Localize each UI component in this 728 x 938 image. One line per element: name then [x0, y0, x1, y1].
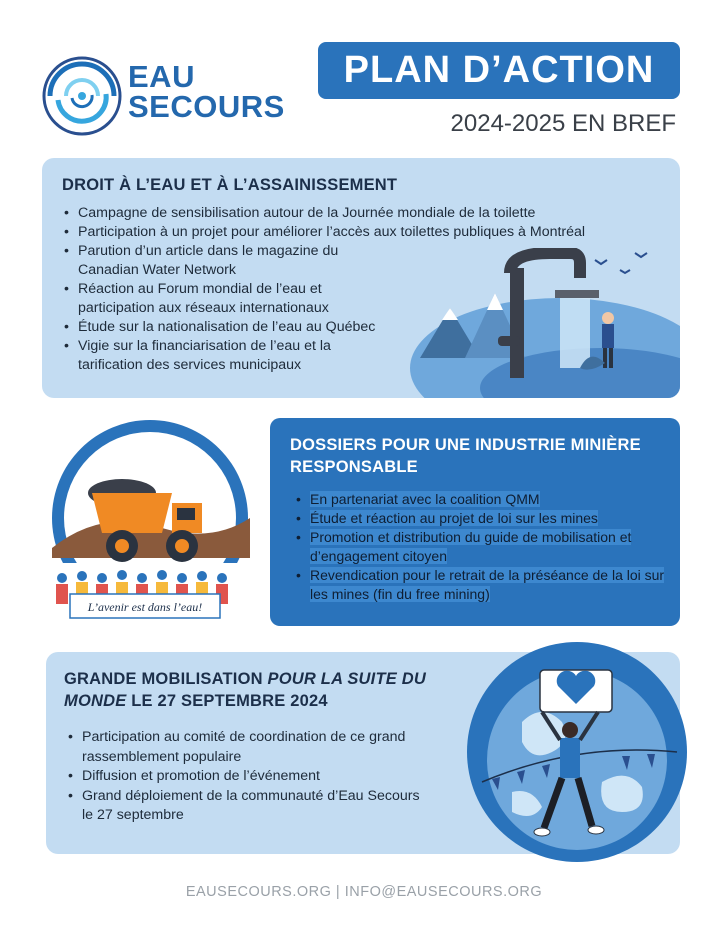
section-mining [270, 418, 680, 626]
list-item: • Diffusion et promotion de l’événement [68, 767, 428, 787]
logo-line-1: EAU [128, 59, 195, 94]
section-water-rights-heading: DROIT À L’EAU ET À L’ASSAINISSEMENT [62, 176, 398, 194]
list-item: • Vigie sur la financiarisation de l’eau et la tarification des services municipaux [64, 337, 394, 375]
list-item: • Participation au comité de coordination de ce grand rassemblement populaire [68, 728, 428, 767]
logo-swirl-icon [40, 50, 126, 140]
section-mobilisation-list [68, 728, 428, 826]
section-mobilisation-heading: GRANDE MOBILISATION POUR LA SUITE DU MONDE LE 27 SEPTEMBRE 2024 [64, 670, 426, 710]
list-item: • Participation à un projet pour améliorer l’accès aux toilettes publiques à Montréal [64, 223, 604, 242]
logo [40, 50, 285, 140]
globe-heart-illustration [462, 632, 692, 867]
faucet-landscape-illustration [410, 248, 680, 398]
section-mining-heading: DOSSIERS POUR UNE INDUSTRIE MINIÈRE RESPONSABLE [290, 436, 641, 476]
title-banner [318, 42, 680, 99]
page-subtitle: 2024-2025 EN BREF [450, 110, 676, 137]
banner-text: L’avenir est dans l’eau! [87, 600, 203, 614]
logo-text [128, 59, 285, 124]
section-mining-list [296, 490, 676, 604]
list-item: • Étude sur la nationalisation de l’eau au Québec [64, 318, 434, 337]
footer-contact: EAUSECOURS.ORG | INFO@EAUSECOURS.ORG [185, 884, 543, 900]
list-item: • Étude et réaction au projet de loi sur les mines [296, 509, 676, 528]
logo-line-2: SECOURS [128, 89, 285, 124]
mining-truck-illustration [42, 418, 252, 633]
list-item: • Revendication pour le retrait de la préséance de la loi sur les mines (fin du free mining) [296, 566, 676, 604]
list-item: • Campagne de sensibilisation autour de la Journée mondiale de la toilette [64, 204, 604, 223]
list-item: • Parution d’un article dans le magazine du Canadian Water Network [64, 242, 394, 280]
list-item: • Promotion et distribution du guide de mobilisation et d’engagement citoyen [296, 528, 676, 566]
page-title: PLAN D’ACTION [343, 49, 655, 91]
list-item: • Réaction au Forum mondial de l’eau et participation aux réseaux internationaux [64, 280, 394, 318]
list-item: • En partenariat avec la coalition QMM [296, 490, 676, 509]
section-water-rights [42, 158, 680, 398]
list-item: • Grand déploiement de la communauté d’Eau Secours le 27 septembre [68, 787, 428, 826]
